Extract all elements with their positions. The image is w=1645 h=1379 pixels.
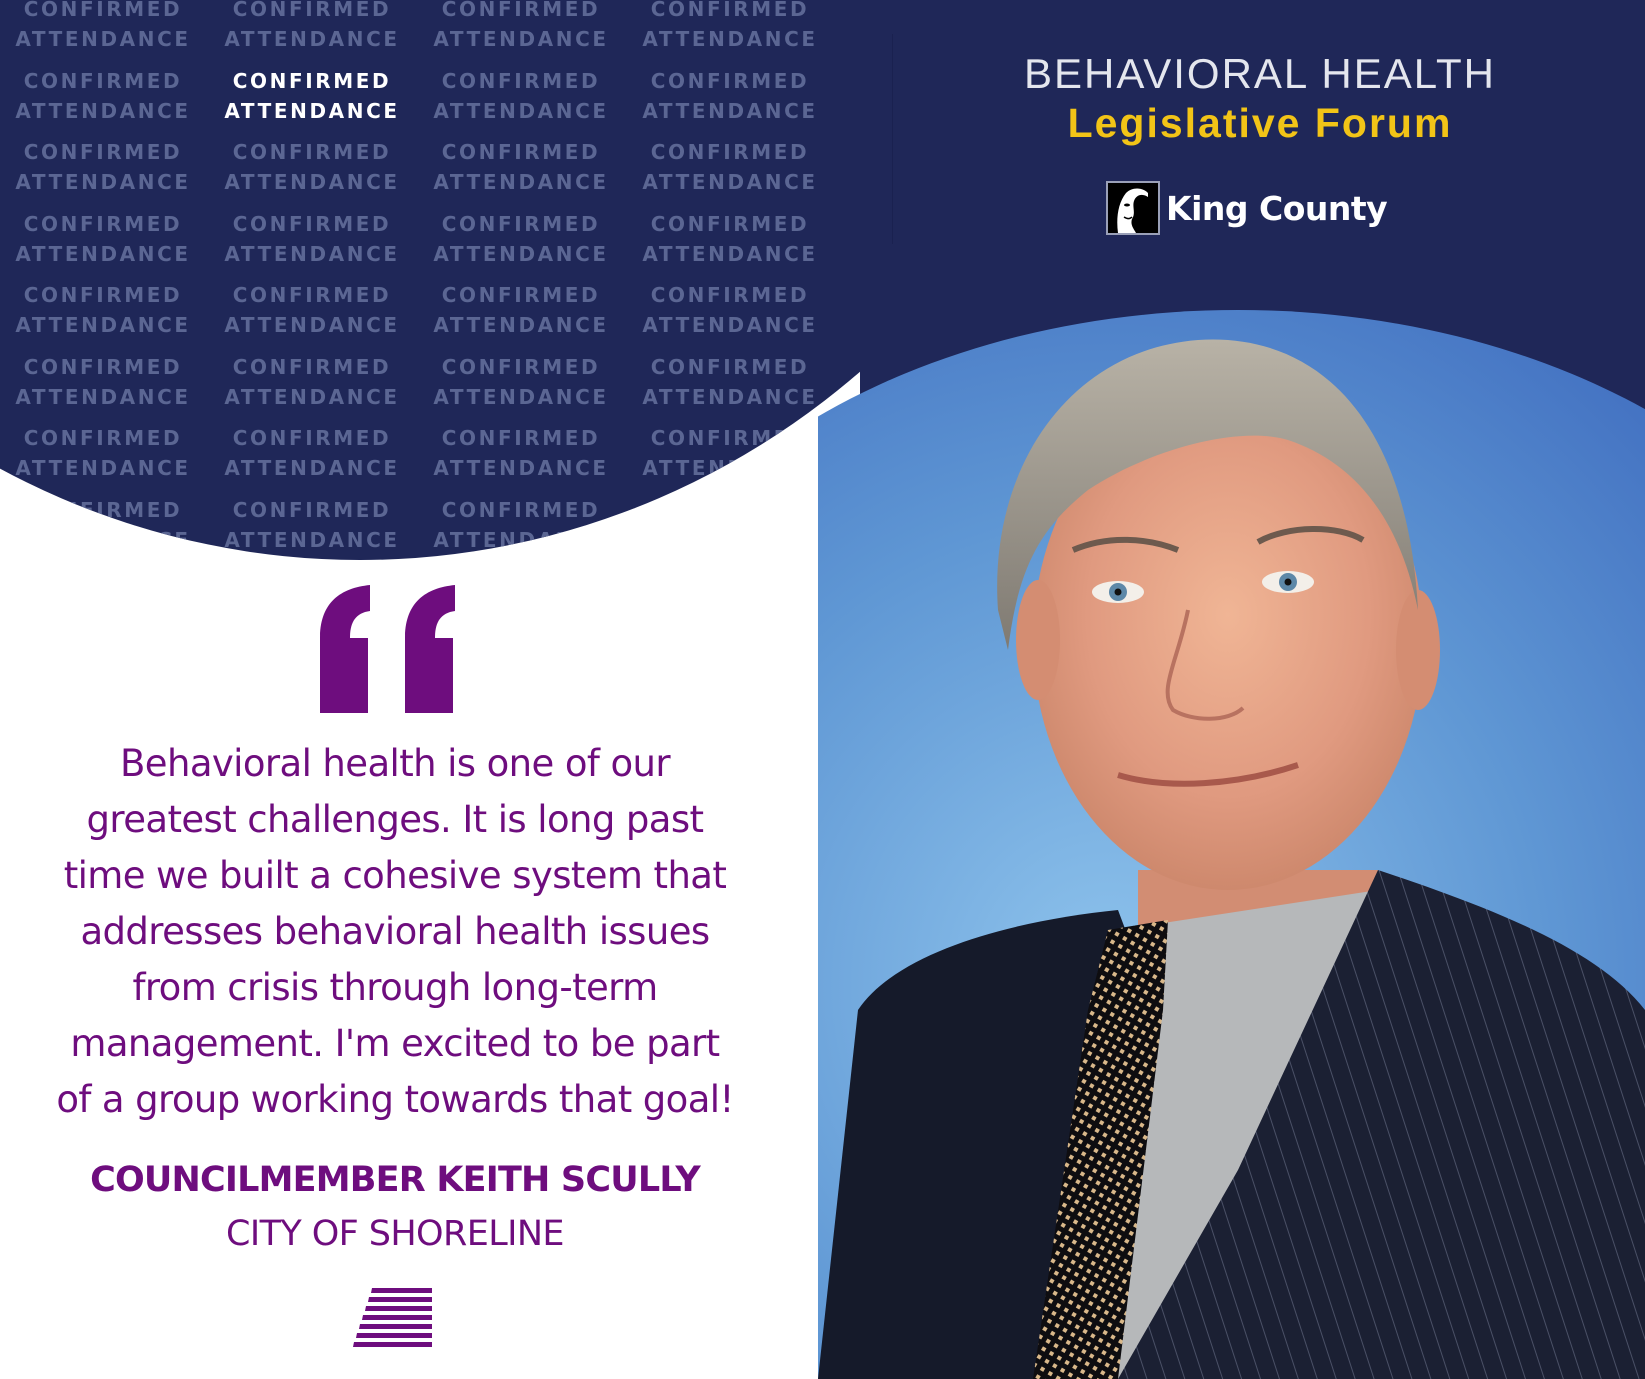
confirmed-attendance-label: CONFIRMED ATTENDANCE [224,283,400,337]
confirmed-attendance-label: CONFIRMED ATTENDANCE [433,497,609,552]
confirmed-attendance-label: CONFIRMED ATTENDANCE [433,426,609,480]
confirmed-attendance-label: CONFIRMED ATTENDANCE [642,497,818,552]
confirmed-attendance-label: CONFIRMED ATTENDANCE [433,68,609,123]
confirmed-attendance-label: CONFIRMED ATTENDANCE [433,283,609,337]
confirmed-attendance-label: CONFIRMED ATTENDANCE [433,140,609,194]
confirmed-attendance-label: CONFIRMED ATTENDANCE [15,426,191,480]
confirmed-attendance-label: CONFIRMED ATTENDANCE [642,0,818,51]
quote-line: management. I'm excited to be part [70,1022,720,1065]
quote-text [30,736,760,1128]
king-county-logo [1106,180,1387,236]
forum-subtitle: Legislative Forum [1067,100,1453,146]
header-divider [892,34,893,244]
forum-title: BEHAVIORAL HEALTH [1023,50,1496,97]
confirmed-attendance-label: CONFIRMED ATTENDANCE [224,354,400,409]
confirmed-attendance-label: CONFIRMED ATTENDANCE [224,211,400,266]
quote-line: from crisis through long-term [132,966,658,1009]
confirmed-attendance-label: CONFIRMED ATTENDANCE [642,283,818,337]
confirmed-attendance-label: CONFIRMED ATTENDANCE [642,354,818,409]
confirmed-attendance-label: CONFIRMED ATTENDANCE [15,354,191,409]
confirmed-attendance-label: CONFIRMED ATTENDANCE [15,211,191,266]
confirmed-attendance-label: CONFIRMED ATTENDANCE [15,0,191,51]
confirmed-attendance-label: CONFIRMED ATTENDANCE [433,0,609,51]
quote-line: addresses behavioral health issues [80,910,710,953]
confirmed-attendance-label: CONFIRMED ATTENDANCE [15,283,191,337]
speaker-organization: CITY OF SHORELINE [226,1214,564,1254]
confirmed-attendance-pattern [0,0,860,560]
confirmed-attendance-label: CONFIRMED ATTENDANCE [642,68,818,123]
quote-line: greatest challenges. It is long past [86,798,704,841]
confirmed-attendance-label: CONFIRMED ATTENDANCE [224,68,400,123]
confirmed-attendance-label: CONFIRMED ATTENDANCE [224,497,400,552]
quote-line: Behavioral health is one of our [120,742,670,785]
confirmed-attendance-label: CONFIRMED ATTENDANCE [15,497,191,552]
king-county-mlk-portrait-icon [1106,181,1160,235]
speaker-photo [818,310,1645,1379]
stairs-logo-icon [352,1288,436,1350]
confirmed-attendance-label: CONFIRMED ATTENDANCE [642,211,818,266]
speaker-name: COUNCILMEMBER KEITH SCULLY [90,1160,700,1200]
confirmed-attendance-label: CONFIRMED ATTENDANCE [15,68,191,123]
confirmed-attendance-label: CONFIRMED ATTENDANCE [642,140,818,194]
king-county-label: King County [1166,188,1388,228]
confirmed-attendance-label: CONFIRMED ATTENDANCE [642,426,818,480]
quote-line: of a group working towards that goal! [56,1078,734,1121]
confirmed-attendance-label: CONFIRMED ATTENDANCE [224,140,400,194]
confirmed-attendance-label: CONFIRMED ATTENDANCE [433,354,609,409]
confirmed-attendance-label: CONFIRMED ATTENDANCE [15,140,191,194]
confirmed-attendance-label: CONFIRMED ATTENDANCE [224,426,400,480]
confirmed-attendance-label: CONFIRMED ATTENDANCE [224,0,400,51]
confirmed-attendance-label: CONFIRMED ATTENDANCE [433,211,609,266]
quote-line: time we built a cohesive system that [63,854,727,897]
open-quote-icon [300,583,480,713]
portrait-illustration [818,310,1645,1379]
